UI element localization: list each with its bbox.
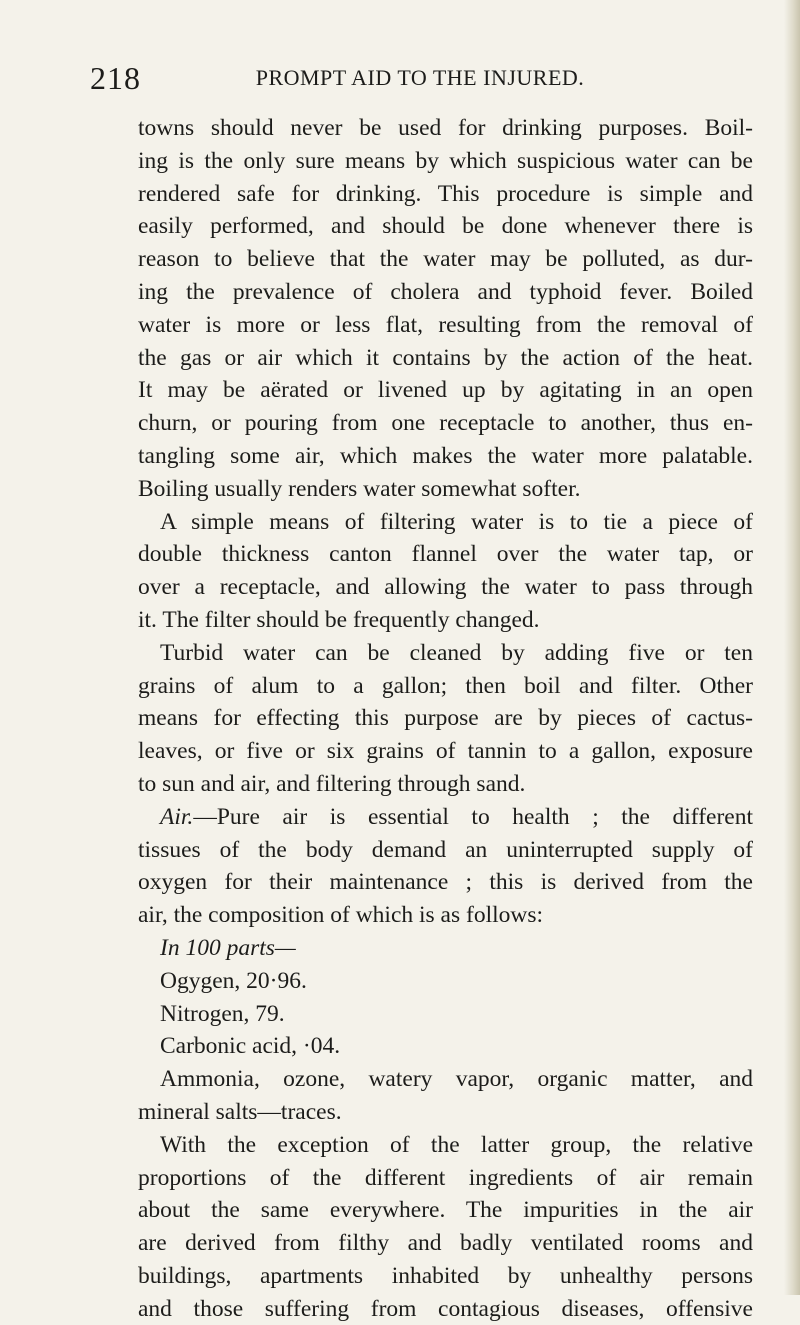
body-text xyxy=(138,112,753,1325)
text-line: air, the composition of which is as follows: xyxy=(138,902,544,929)
text-line: rendered safe for drinking. This procedure is simple and xyxy=(138,180,753,207)
text-line: It may be aërated or livened up by agitating in an open xyxy=(138,377,753,404)
text-line: water is more or less flat, resulting from the removal of xyxy=(138,311,753,338)
text-line: double thickness canton flannel over the water tap, or xyxy=(138,541,753,568)
page-edge-shadow xyxy=(784,0,800,1295)
text-line: Turbid water can be cleaned by adding five or ten xyxy=(160,639,753,666)
composition-heading: In 100 parts— xyxy=(160,934,296,961)
text-line: it. The filter should be frequently changed. xyxy=(138,606,540,633)
text-line: proportions of the different ingredients of air remain xyxy=(138,1164,753,1191)
text-line: reason to believe that the water may be polluted, as dur- xyxy=(138,246,753,273)
text-line: churn, or pouring from one receptacle to another, thus en- xyxy=(138,410,753,437)
text-line: buildings, apartments inhabited by unhealthy persons xyxy=(138,1262,753,1289)
text-line: A simple means of filtering water is to tie a piece of xyxy=(160,508,753,535)
text-line: mineral salts—traces. xyxy=(138,1098,342,1125)
text-line: towns should never be used for drinking purposes. Boil- xyxy=(138,115,753,141)
text-line: leaves, or five or six grains of tannin to a gallon, exposure xyxy=(138,738,753,765)
composition-item: Ogygen, 20·96. xyxy=(160,967,307,994)
text-line: easily performed, and should be done whenever there is xyxy=(138,213,753,240)
page-number: 218 xyxy=(90,60,141,96)
page-header xyxy=(90,58,750,98)
composition-item: Carbonic acid, ·04. xyxy=(160,1033,341,1060)
text-line: and those suffering from contagious diseases, offensive xyxy=(138,1295,753,1322)
text-line: Boiling usually renders water somewhat softer. xyxy=(138,475,581,502)
text-line: With the exception of the latter group, the relative xyxy=(160,1131,753,1158)
text-line: over a receptacle, and allowing the water to pass through xyxy=(138,574,753,601)
composition-item: Nitrogen, 79. xyxy=(160,1000,285,1027)
text-line: tissues of the body demand an uninterrupted supply of xyxy=(138,836,753,863)
text-line: ing is the only sure means by which suspicious water can be xyxy=(138,147,753,174)
text-line: tangling some air, which makes the water more palatable. xyxy=(138,442,753,469)
text-line: to sun and air, and filtering through sand. xyxy=(138,770,526,797)
text-line: the gas or air which it contains by the action of the heat. xyxy=(138,344,753,371)
text-line: are derived from filthy and badly ventilated rooms and xyxy=(138,1230,753,1257)
running-title: PROMPT AID TO THE INJURED. xyxy=(255,65,585,90)
air-paragraph-first-line xyxy=(138,801,753,834)
text-line: means for effecting this purpose are by pieces of cactus- xyxy=(138,705,753,732)
air-line-rest: —Pure air is essential to health ; the different xyxy=(193,803,753,830)
text-line: ing the prevalence of cholera and typhoid fever. Boiled xyxy=(138,278,753,305)
air-heading: Air. xyxy=(160,803,194,830)
text-line: oxygen for their maintenance ; this is derived from the xyxy=(138,869,753,896)
text-line: about the same everywhere. The impurities in the air xyxy=(138,1197,753,1224)
text-line: grains of alum to a gallon; then boil and filter. Other xyxy=(138,672,753,699)
text-line: Ammonia, ozone, watery vapor, organic matter, and xyxy=(160,1066,753,1093)
